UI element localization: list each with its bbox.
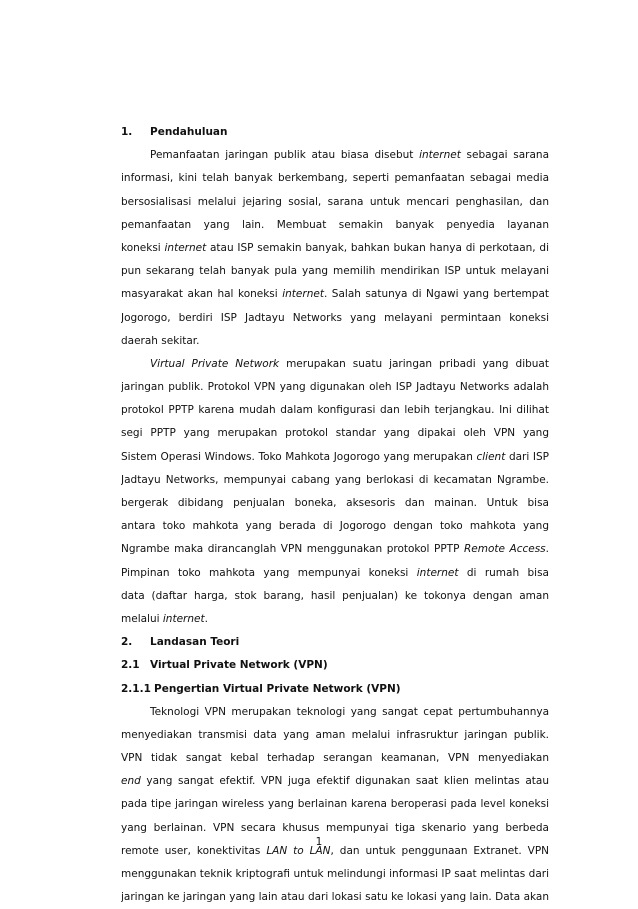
section-heading-2-1 — [121, 654, 549, 677]
paragraph-line: Pemanfaatan jaringan publik atau biasa disebut internet sebagai sarana — [150, 149, 549, 162]
section-title: Pengertian Virtual Private Network (VPN) — [154, 682, 401, 695]
paragraph-line: Teknologi VPN merupakan teknologi yang sangat cepat pertumbuhannya — [150, 705, 549, 718]
paragraph-line: remote user, konektivitas LAN to LAN, dan untuk penggunaan Extranet. VPN — [121, 844, 549, 857]
paragraph-line: jaringan ke jaringan yang lain atau dari lokasi satu ke lokasi yang lain. Data akan — [121, 891, 549, 904]
section-number: 2.1 — [121, 659, 140, 672]
paragraph-line: menggunakan teknik kriptografi untuk melindungi informasi IP saat melintas dari — [121, 868, 549, 880]
paragraph-line: segi PPTP yang merupakan protokol standar yang dipakai oleh VPN yang — [121, 427, 549, 440]
paragraph-line: Virtual Private Network merupakan suatu jaringan pribadi yang dibuat — [150, 357, 549, 370]
paragraph-line: bergerak dibidang penjualan boneka, aksesoris dan mainan. Untuk bisa — [121, 497, 549, 509]
paragraph-line: Sistem Operasi Windows. Toko Mahkota Jogorogo yang merupakan client dari ISP — [121, 450, 549, 463]
section-number: 1. — [121, 126, 133, 138]
section-number: 2. — [121, 636, 133, 649]
paragraph-line: Ngrambe maka dirancanglah VPN menggunakan protokol PPTP Remote Access. — [121, 543, 549, 556]
paragraph-line: daerah sekitar. — [121, 334, 200, 347]
paragraph-line: pada tipe jaringan wireless yang berlainan karena beroperasi pada level koneksi — [121, 798, 549, 811]
paragraph-line: Jogorogo, berdiri ISP Jadtayu Networks yang melayani permintaan koneksi — [121, 311, 549, 324]
paragraph-line: menyediakan transmisi data yang aman melalui infrasruktur jaringan publik. — [121, 728, 549, 741]
paragraph-line: bersosialisasi melalui jejaring sosial, sarana untuk mencari penghasilan, dan — [121, 195, 549, 208]
paragraph-line: data (daftar harga, stok barang, hasil penjualan) ke tokonya dengan aman — [121, 589, 549, 602]
paragraph-line: end yang sangat efektif. VPN juga efektif digunakan saat klien melintas atau — [121, 775, 549, 788]
section-title: Virtual Private Network (VPN) — [150, 659, 328, 672]
paragraph-line: jaringan publik. Protokol VPN yang digunakan oleh ISP Jadtayu Networks adalah — [121, 381, 549, 394]
body-text — [121, 121, 549, 909]
paragraph-line: antara toko mahkota yang berada di Jogorogo dengan toko mahkota yang — [121, 520, 549, 533]
section-title: Pendahuluan — [150, 126, 228, 138]
paragraph-line: koneksi internet atau ISP semakin banyak, bahkan bukan hanya di perkotaan, di — [121, 241, 549, 254]
section-number: 2.1.1 — [121, 682, 151, 695]
paragraph-line: pun sekarang telah banyak pula yang memilih mendirikan ISP untuk melayani — [121, 265, 549, 278]
paragraph-line: Jadtayu Networks, mempunyai cabang yang berlokasi di kecamatan Ngrambe. — [121, 473, 549, 486]
paragraph-line: VPN tidak sangat kebal terhadap serangan keamanan, VPN menyediakan — [121, 752, 549, 765]
paragraph-line: melalui internet. — [121, 612, 208, 625]
paragraph-line: pemanfaatan yang lain. Membuat semakin banyak penyedia layanan — [121, 218, 549, 231]
paragraph-line: masyarakat akan hal koneksi internet. Salah satunya di Ngawi yang bertempat — [121, 288, 549, 301]
section-heading-1 — [121, 121, 549, 144]
paragraph-line: informasi, kini telah banyak berkembang, seperti pemanfaatan sebagai media — [121, 172, 549, 185]
section-heading-2-1-1 — [121, 678, 549, 701]
paragraph-line: Pimpinan toko mahkota yang mempunyai koneksi internet di rumah bisa — [121, 566, 549, 579]
paragraph-line: protokol PPTP karena mudah dalam konfigurasi dan lebih terjangkau. Ini dilihat — [121, 404, 549, 417]
page-number: 1 — [315, 836, 323, 848]
section-title: Landasan Teori — [150, 636, 240, 649]
paragraph-line: yang berlainan. VPN secara khusus mempunyai tiga skenario yang berbeda — [121, 821, 549, 834]
section-heading-2 — [121, 631, 549, 654]
